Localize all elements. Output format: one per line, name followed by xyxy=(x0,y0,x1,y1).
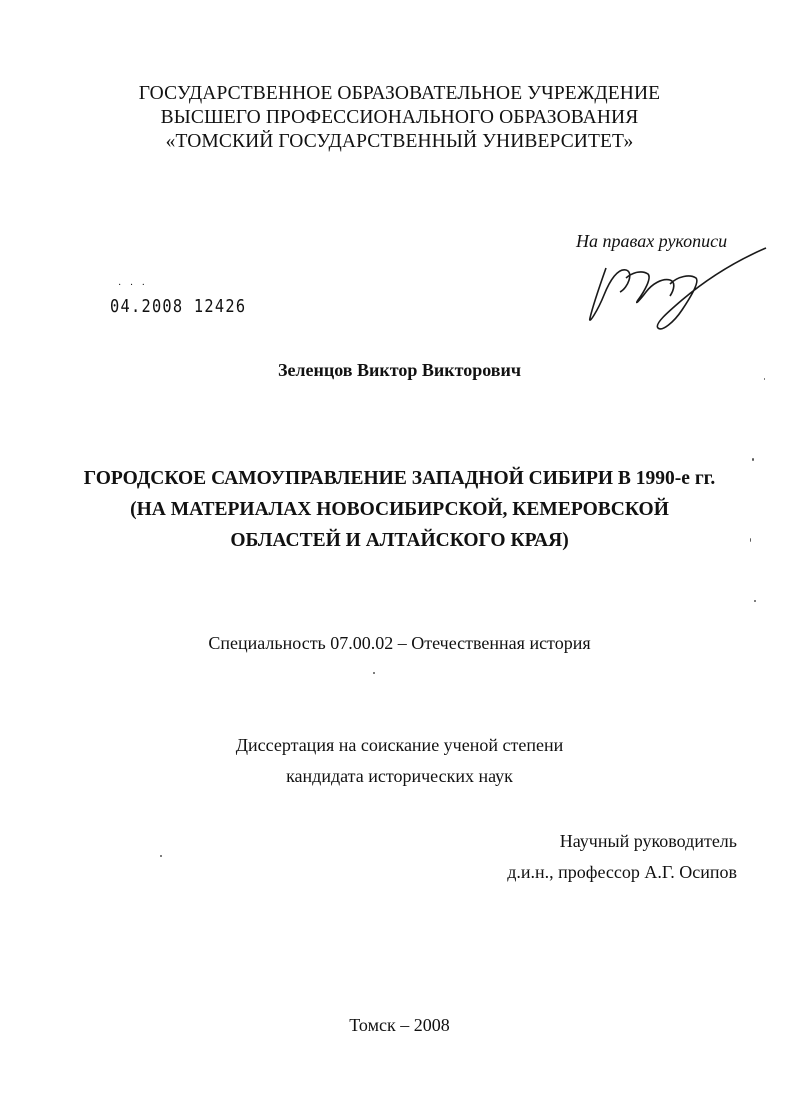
institution-line-3: «ТОМСКИЙ ГОСУДАРСТВЕННЫЙ УНИВЕРСИТЕТ» xyxy=(165,131,634,152)
institution-header xyxy=(0,82,799,154)
institution-line-1: ГОСУДАРСТВЕННОЕ ОБРАЗОВАТЕЛЬНОЕ УЧРЕЖДЕНИЕ xyxy=(138,83,661,104)
registration-marks: · · · xyxy=(118,280,148,291)
author-name: Зеленцов Виктор Викторович xyxy=(277,360,522,380)
handwritten-signature xyxy=(578,240,778,335)
scan-speck xyxy=(752,458,754,461)
supervisor-label: Научный руководитель xyxy=(559,831,737,851)
scan-speck xyxy=(750,538,751,542)
scan-speck xyxy=(764,378,765,380)
dissertation-title xyxy=(0,463,799,556)
city-year: Томск – 2008 xyxy=(349,1015,450,1035)
scan-speck xyxy=(754,600,756,602)
scan-speck xyxy=(160,855,162,857)
degree-line-2: кандидата исторических наук xyxy=(286,766,513,786)
degree-line-1: Диссертация на соискание ученой степени xyxy=(235,735,564,755)
title-line-1: ГОРОДСКОЕ САМОУПРАВЛЕНИЕ ЗАПАДНОЙ СИБИРИ В 1990-е гг. xyxy=(83,468,716,489)
title-line-3: ОБЛАСТЕЙ И АЛТАЙСКОГО КРАЯ) xyxy=(230,530,569,551)
registration-number: 04.2008 12426 xyxy=(110,296,247,317)
supervisor-block xyxy=(507,826,737,888)
title-line-2: (НА МАТЕРИАЛАХ НОВОСИБИРСКОЙ, КЕМЕРОВСКОЙ xyxy=(130,499,669,520)
supervisor-name: д.и.н., профессор А.Г. Осипов xyxy=(507,862,737,882)
manuscript-note: На правах рукописи xyxy=(576,231,728,251)
degree-statement xyxy=(0,730,799,792)
institution-line-2: ВЫСШЕГО ПРОФЕССИОНАЛЬНОГО ОБРАЗОВАНИЯ xyxy=(160,107,639,128)
scan-speck xyxy=(373,672,375,674)
specialty: Специальность 07.00.02 – Отечественная история xyxy=(208,633,591,653)
